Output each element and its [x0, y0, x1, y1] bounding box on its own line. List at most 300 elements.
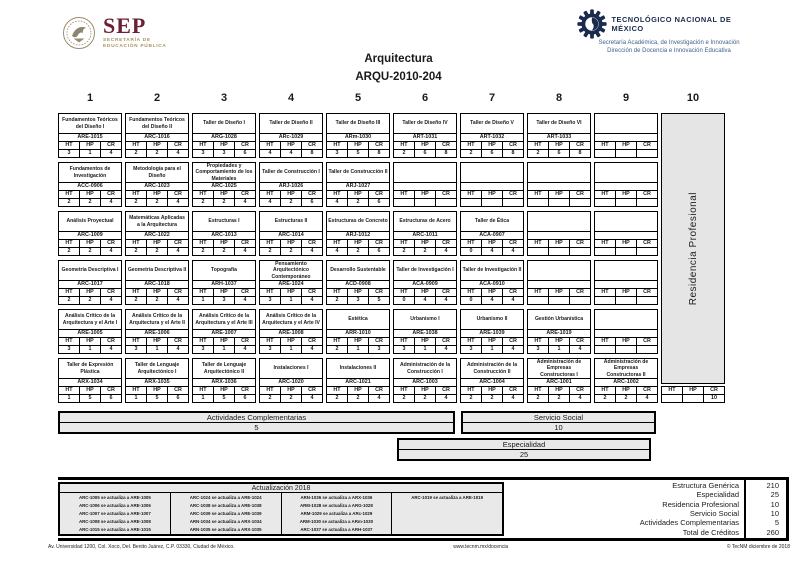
hours-values-cell: 5: [214, 395, 235, 402]
course-slot: [393, 162, 457, 207]
course-name: Taller de Investigación II: [461, 261, 523, 281]
hours-values-cell: 2: [281, 395, 302, 402]
course-name: Desarrollo Sustentable: [327, 261, 389, 281]
hours-header-cell: CR: [308, 387, 316, 393]
semester-number: 4: [287, 92, 295, 104]
hours-header-cell: HT: [595, 142, 616, 149]
course-code: ARC-1017: [59, 281, 121, 289]
hours-values-cell: 2: [528, 150, 549, 157]
course-name: Estructuras I: [193, 212, 255, 232]
credit-totals: [504, 480, 789, 538]
course-code: ARC-1022: [126, 232, 188, 240]
hours-values: [193, 150, 255, 157]
hours-header-cell: CR: [576, 289, 584, 295]
hours-header: [595, 289, 657, 297]
course-name: Instalaciones I: [260, 359, 322, 379]
course-slot: [393, 260, 457, 305]
course-slot: [125, 113, 189, 158]
footer-copyright: © TecNM diciembre de 2018: [726, 544, 790, 550]
course-slot: [527, 260, 591, 305]
hours-values: [595, 199, 657, 206]
hours-values-cell: 2: [126, 150, 147, 157]
course-slot: [192, 162, 256, 207]
course-code: ARC-1013: [193, 232, 255, 240]
hours-values-cell: 1: [193, 395, 214, 402]
hours-header-cell: HT: [59, 338, 80, 345]
hours-header-cell: HP: [549, 191, 570, 198]
hours-header: [327, 289, 389, 297]
course-code: ARJ-1012: [327, 232, 389, 240]
semester-number: 5: [354, 92, 362, 104]
hours-values-cell: 4: [109, 150, 113, 156]
hours-values-cell: 6: [482, 150, 503, 157]
hours-values-cell: [528, 297, 549, 304]
hours-values-cell: 4: [482, 297, 503, 304]
hours-values: [327, 346, 389, 353]
course-card: [393, 309, 457, 354]
course-slot: [594, 260, 658, 305]
hours-header-cell: CR: [509, 240, 517, 246]
actualizacion-entry: ARC-1006 se actualiza a ARE-1006: [78, 503, 151, 508]
hours-values: [461, 346, 523, 353]
hours-values: [595, 346, 657, 353]
tecnm-logo: [545, 8, 793, 55]
hours-values: [260, 150, 322, 157]
hours-values-cell: 2: [482, 395, 503, 402]
hours-values-cell: 5: [348, 150, 369, 157]
hours-header-cell: HP: [616, 142, 637, 149]
hours-header: [193, 240, 255, 248]
actualizacion-entry: ARN-1034 se actualiza a ARX-1034: [189, 519, 262, 524]
hours-header-cell: HT: [59, 289, 80, 296]
hours-header-cell: HP: [147, 289, 168, 296]
course-code: ARJ-1026: [260, 183, 322, 191]
hours-values-cell: 0: [394, 297, 415, 304]
hours-values-cell: [595, 346, 616, 353]
hours-values-cell: 1: [482, 346, 503, 353]
hours-values-cell: 3: [394, 346, 415, 353]
hours-header-cell: HT: [193, 338, 214, 345]
actualizacion-entry: ARM-1030 se actualiza a ARm-1030: [299, 519, 374, 524]
program-code: ARQU-2010-204: [355, 71, 442, 83]
course-code: [528, 281, 590, 289]
hours-header-cell: HT: [595, 387, 616, 394]
hours-header: [126, 240, 188, 248]
especialidad-bar: [397, 438, 651, 461]
total-label: Estructura Genérica: [672, 481, 739, 491]
hours-values-cell: 2: [595, 395, 616, 402]
hours-values: [327, 395, 389, 402]
actualizacion-entry: ARC-1008 se actualiza a ARE-1008: [78, 519, 151, 524]
hours-values-cell: 2: [394, 395, 415, 402]
hours-header-cell: CR: [107, 142, 115, 148]
hours-values-cell: 4: [243, 346, 247, 352]
hours-header-cell: CR: [241, 338, 249, 344]
actualizacion-entry: ARM-1028 se actualiza a ARG-1028: [299, 503, 373, 508]
course-slot: [125, 358, 189, 403]
course-slot: [393, 113, 457, 158]
hours-header-cell: HT: [528, 338, 549, 345]
hours-values-cell: 4: [109, 297, 113, 303]
hours-header-cell: CR: [174, 338, 182, 344]
hours-header-cell: CR: [576, 387, 584, 393]
hours-values-cell: 3: [260, 297, 281, 304]
hours-header: [528, 191, 590, 199]
hours-header-cell: CR: [174, 387, 182, 393]
hours-values-cell: 3: [59, 150, 80, 157]
hours-values-cell: 4: [578, 395, 582, 401]
course-code: [461, 183, 523, 191]
hours-header-cell: HP: [147, 191, 168, 198]
empty-course-card: [460, 162, 524, 207]
hours-header-cell: CR: [241, 240, 249, 246]
course-slot: [527, 358, 591, 403]
bar-value: 10: [554, 423, 563, 432]
course-name: Análisis Proyectual: [59, 212, 121, 232]
actualizacion-column-3: [282, 493, 393, 535]
course-code: ARE-1019: [528, 330, 590, 338]
hours-header-cell: CR: [107, 289, 115, 295]
course-name: Análisis Crítico de la Arquitectura y el Arte I: [59, 310, 121, 330]
hours-header: [595, 191, 657, 199]
course-card: [192, 211, 256, 256]
course-code: ARX-1036: [193, 379, 255, 387]
hours-values-cell: 3: [214, 297, 235, 304]
hours-header-cell: CR: [643, 240, 651, 246]
hours-header-cell: CR: [308, 289, 316, 295]
hours-header: [260, 142, 322, 150]
hours-values: [126, 248, 188, 255]
hours-values-cell: [570, 199, 590, 206]
course-name: Administración de Empresas Constructoras I: [528, 359, 590, 379]
course-code: ARC-1001: [528, 379, 590, 387]
course-card: [125, 260, 189, 305]
course-name: Administración de la Construcción II: [461, 359, 523, 379]
hours-values-cell: 6: [243, 150, 247, 156]
course-slot: [326, 113, 390, 158]
course-card: [58, 162, 122, 207]
program-title: Arquitectura: [364, 53, 433, 65]
course-slot: [58, 113, 122, 158]
empty-course-card: [527, 162, 591, 207]
course-card: [192, 309, 256, 354]
hours-header: [59, 240, 121, 248]
semester-number: 3: [220, 92, 228, 104]
hours-header-cell: CR: [509, 338, 517, 344]
hours-header-cell: HT: [595, 191, 616, 198]
hours-values-cell: [482, 199, 503, 206]
hours-header: [193, 142, 255, 150]
hours-header: [327, 387, 389, 395]
hours-values-cell: 3: [214, 150, 235, 157]
course-slot: [527, 162, 591, 207]
course-card: [125, 358, 189, 403]
hours-header-cell: CR: [241, 289, 249, 295]
course-slot: [125, 162, 189, 207]
hours-values: [394, 248, 456, 255]
hours-values-cell: 3: [193, 346, 214, 353]
hours-values-cell: 2: [80, 248, 101, 255]
hours-header-cell: HT: [327, 142, 348, 149]
hours-header-cell: HT: [394, 191, 415, 198]
hours-values-cell: [616, 150, 637, 157]
hours-values-cell: 2: [147, 248, 168, 255]
hours-header-cell: HP: [549, 387, 570, 394]
hours-values-cell: [637, 297, 657, 304]
course-name: [595, 310, 657, 330]
hours-values-cell: 4: [310, 297, 314, 303]
hours-values-cell: [570, 297, 590, 304]
hours-header-cell: HP: [281, 191, 302, 198]
hours-values-cell: 1: [214, 346, 235, 353]
course-card: [527, 113, 591, 158]
actualizacion-entry: ARC-1024 se actualiza a ARE-1024: [189, 495, 262, 500]
hours-header-cell: CR: [509, 191, 517, 197]
course-slot: [58, 162, 122, 207]
course-code: ARX-1034: [59, 379, 121, 387]
hours-header-cell: HP: [281, 289, 302, 296]
course-name: Taller de Diseño I: [193, 114, 255, 134]
course-card: [58, 211, 122, 256]
semester-number: 8: [555, 92, 563, 104]
hours-values-cell: 4: [578, 346, 582, 352]
course-name: Taller de Diseño IV: [394, 114, 456, 134]
hours-values-cell: 3: [327, 150, 348, 157]
hours-values: [528, 395, 590, 402]
semester-column-5: [326, 92, 390, 407]
hours-header-cell: HT: [327, 191, 348, 198]
hours-header: [528, 142, 590, 150]
hours-values: [662, 395, 724, 402]
total-label: Actividades Complementarias: [639, 518, 739, 528]
hours-header-cell: HP: [147, 387, 168, 394]
bar-value: 5: [254, 423, 259, 432]
course-card: [259, 309, 323, 354]
hours-header-cell: HP: [80, 191, 101, 198]
course-slot: [259, 260, 323, 305]
hours-header-cell: CR: [375, 191, 383, 197]
hours-header-cell: HT: [193, 191, 214, 198]
hours-header: [126, 289, 188, 297]
hours-header-cell: CR: [509, 387, 517, 393]
hours-header: [528, 338, 590, 346]
total-label: Servicio Social: [689, 509, 739, 519]
hours-values-cell: [549, 248, 570, 255]
course-name: Análisis Crítico de la Arquitectura y el Arte III: [193, 310, 255, 330]
hours-header: [595, 240, 657, 248]
hours-header: [59, 142, 121, 150]
hours-header: [461, 387, 523, 395]
hours-values: [193, 248, 255, 255]
course-name: Taller de Diseño II: [260, 114, 322, 134]
hours-header-cell: CR: [509, 142, 517, 148]
course-code: ARC-1021: [327, 379, 389, 387]
hours-values-cell: 10: [711, 395, 717, 401]
course-code: ARC-1018: [126, 281, 188, 289]
hours-values-cell: 6: [176, 395, 180, 401]
total-value: 10: [770, 499, 779, 509]
hours-values: [193, 346, 255, 353]
course-name: [595, 212, 657, 232]
hours-values-cell: 2: [80, 199, 101, 206]
hours-header-cell: CR: [375, 289, 383, 295]
hours-values-cell: 2: [415, 248, 436, 255]
course-name: Geometría Descriptiva I: [59, 261, 121, 281]
hours-header: [461, 338, 523, 346]
hours-header-cell: CR: [643, 142, 651, 148]
hours-header-cell: HT: [528, 142, 549, 149]
course-card: [460, 309, 524, 354]
course-name: Estructuras de Acero: [394, 212, 456, 232]
hours-header: [327, 142, 389, 150]
residencia-credits-table: [661, 386, 725, 403]
hours-values-cell: 8: [578, 150, 582, 156]
course-name: Estética: [327, 310, 389, 330]
total-value: 10: [770, 509, 779, 519]
hours-values: [394, 297, 456, 304]
hours-values-cell: [616, 199, 637, 206]
hours-header-cell: HP: [80, 289, 101, 296]
hours-values-cell: [637, 150, 657, 157]
hours-values: [528, 346, 590, 353]
hours-values-cell: 4: [444, 395, 448, 401]
hours-header-cell: CR: [442, 142, 450, 148]
semester-number: 10: [686, 92, 700, 104]
hours-header-cell: CR: [107, 387, 115, 393]
hours-header-cell: CR: [107, 240, 115, 246]
hours-values-cell: [616, 346, 637, 353]
course-card: [460, 211, 524, 256]
hours-values-cell: 8: [310, 150, 314, 156]
hours-header-cell: CR: [174, 191, 182, 197]
hours-header-cell: CR: [174, 240, 182, 246]
hours-values-cell: 2: [260, 248, 281, 255]
hours-values: [327, 199, 389, 206]
hours-values-cell: 2: [193, 248, 214, 255]
hours-header-cell: CR: [576, 142, 584, 148]
course-name: Taller de Diseño V: [461, 114, 523, 134]
course-slot: [460, 309, 524, 354]
hours-values-cell: 2: [616, 395, 637, 402]
course-name: Taller de Diseño VI: [528, 114, 590, 134]
course-code: [595, 134, 657, 142]
hours-header-cell: HT: [126, 142, 147, 149]
hours-values: [59, 346, 121, 353]
actividades-complementarias-bar: [58, 411, 455, 434]
hours-values-cell: 2: [327, 297, 348, 304]
actualizacion-column-2: [171, 493, 282, 535]
course-slot: [259, 211, 323, 256]
course-code: ARX-1035: [126, 379, 188, 387]
hours-values: [260, 297, 322, 304]
course-slot: [58, 211, 122, 256]
course-slot: [192, 358, 256, 403]
hours-values-cell: 6: [377, 248, 381, 254]
hours-values-cell: [637, 199, 657, 206]
hours-header-cell: HP: [281, 240, 302, 247]
course-code: ARE-1039: [461, 330, 523, 338]
hours-header-cell: HP: [415, 387, 436, 394]
hours-header: [394, 289, 456, 297]
hours-header: [126, 142, 188, 150]
hours-values-cell: 4: [109, 199, 113, 205]
hours-values-cell: 2: [214, 248, 235, 255]
hours-values-cell: [503, 199, 523, 206]
course-code: [528, 183, 590, 191]
actualizacion-entry: ARC-1019 se actualiza a ARE-1019: [411, 495, 484, 500]
hours-header-cell: CR: [442, 240, 450, 246]
course-code: ARC-1014: [260, 232, 322, 240]
course-code: ACA-0907: [461, 232, 523, 240]
semester-column-7: [460, 92, 524, 407]
hours-header-cell: HP: [616, 191, 637, 198]
hours-header-cell: CR: [174, 142, 182, 148]
hours-values: [193, 297, 255, 304]
hours-values-cell: 4: [260, 199, 281, 206]
course-card: [460, 358, 524, 403]
hours-header-cell: HT: [595, 289, 616, 296]
hours-values-cell: [595, 199, 616, 206]
actualizacion-box: [58, 482, 504, 536]
hours-header-cell: HP: [348, 338, 369, 345]
hours-values-cell: 8: [444, 150, 448, 156]
course-slot: [594, 113, 658, 158]
course-name: Taller de Construcción I: [260, 163, 322, 183]
hours-values-cell: 4: [327, 248, 348, 255]
course-slot: [326, 260, 390, 305]
semester-column-2: [125, 92, 189, 407]
hours-values: [461, 199, 523, 206]
hours-values: [528, 248, 590, 255]
hours-values: [59, 199, 121, 206]
hours-values-cell: 4: [176, 199, 180, 205]
hours-header-cell: HT: [193, 142, 214, 149]
hours-values-cell: 1: [415, 346, 436, 353]
course-card: [192, 260, 256, 305]
hours-values: [327, 150, 389, 157]
hours-values: [260, 346, 322, 353]
footer-url: www.tecnm.mx/docencia: [453, 544, 509, 550]
hours-values-cell: 4: [645, 395, 649, 401]
hours-header-cell: HP: [80, 240, 101, 247]
hours-values-cell: [595, 297, 616, 304]
hours-header: [193, 191, 255, 199]
hours-header-cell: HT: [327, 338, 348, 345]
hours-values: [193, 199, 255, 206]
hours-header: [327, 191, 389, 199]
hours-header-cell: HP: [616, 240, 637, 247]
total-value: 260: [766, 527, 779, 537]
hours-header-cell: HP: [80, 142, 101, 149]
tecnm-gear-icon: [577, 8, 607, 40]
course-code: ARG-1028: [193, 134, 255, 142]
hours-values-cell: 3: [348, 297, 369, 304]
hours-values-cell: 1: [193, 297, 214, 304]
hours-header-cell: HP: [415, 191, 436, 198]
hours-values: [528, 150, 590, 157]
course-slot: [192, 260, 256, 305]
hours-header-cell: HP: [616, 387, 637, 394]
hours-header-cell: HT: [260, 387, 281, 394]
hours-values-cell: 2: [59, 199, 80, 206]
course-code: ARJ-1027: [327, 183, 389, 191]
hours-values-cell: 2: [281, 199, 302, 206]
course-name: Taller de Investigación I: [394, 261, 456, 281]
course-card: [58, 113, 122, 158]
course-card: [460, 260, 524, 305]
tecnm-subtitle-2: Dirección de Docencia e Innovación Educativa: [607, 47, 731, 54]
hours-values: [59, 248, 121, 255]
